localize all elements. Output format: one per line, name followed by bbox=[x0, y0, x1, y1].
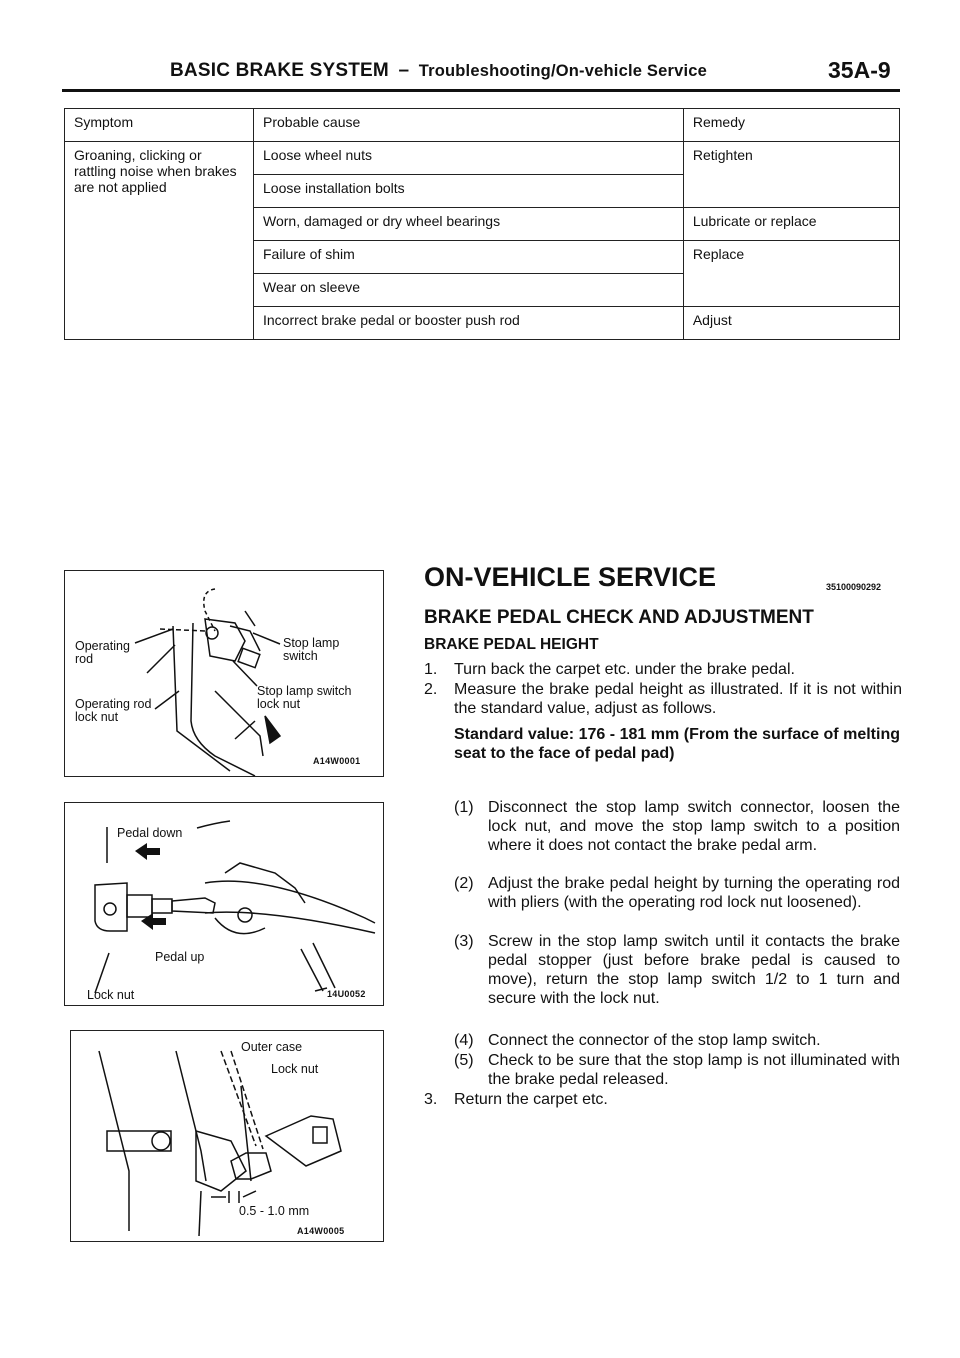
cause-cell: Loose wheel nuts bbox=[254, 142, 684, 175]
header-dash: – bbox=[398, 60, 410, 81]
cause-cell: Incorrect brake pedal or booster push rod bbox=[254, 307, 684, 340]
substep-text: Disconnect the stop lamp switch connector, loosen the lock nut, and move the stop lamp switch to a position where it does not contact the brake pedal arm. bbox=[488, 799, 900, 854]
stop-lamp-switch-illustration bbox=[71, 1031, 383, 1241]
substep-text: Adjust the brake pedal height by turning the operating rod with pliers (with the operating rod lock nut loosened). bbox=[488, 875, 900, 911]
label-operating-rod: Operating rod bbox=[75, 639, 130, 666]
substep-number: (2) bbox=[454, 875, 474, 892]
substep-number: (4) bbox=[454, 1032, 474, 1049]
symptom-text: Groaning, clicking or rattling noise when brakes are not applied bbox=[74, 147, 237, 195]
col-header-remedy: Remedy bbox=[683, 109, 899, 142]
step-text: Return the carpet etc. bbox=[454, 1091, 608, 1108]
substep-number: (5) bbox=[454, 1052, 474, 1069]
figure-code: A14W0005 bbox=[297, 1226, 345, 1236]
figure-brake-pedal bbox=[64, 570, 384, 777]
header-rule bbox=[62, 89, 900, 92]
remedy-cell: Adjust bbox=[683, 307, 899, 340]
brake-pedal-illustration bbox=[65, 571, 383, 776]
step-text: Turn back the carpet etc. under the brake pedal. bbox=[454, 661, 795, 678]
col-header-symptom: Symptom bbox=[65, 109, 254, 142]
label-pedal-down: Pedal down bbox=[117, 826, 183, 840]
step-number: 3. bbox=[424, 1091, 438, 1108]
standard-value: Standard value: 176 - 181 mm (From the surface of melting seat to the face of pedal pad) bbox=[454, 726, 900, 762]
cause-cell: Loose installation bolts bbox=[254, 175, 684, 208]
remedy-cell: Replace bbox=[683, 241, 899, 307]
table-header-row bbox=[65, 109, 900, 142]
substep-number: (3) bbox=[454, 933, 474, 950]
service-code: 35100090292 bbox=[826, 582, 882, 592]
cause-cell: Failure of shim bbox=[254, 241, 684, 274]
figure-operating-rod-adjust bbox=[64, 802, 384, 1006]
figure-stop-lamp-switch-clearance bbox=[70, 1030, 384, 1242]
cause-cell: Worn, damaged or dry wheel bearings bbox=[254, 208, 684, 241]
service-heading: BRAKE PEDAL CHECK AND ADJUSTMENT bbox=[424, 607, 814, 628]
section-title: BASIC BRAKE SYSTEM bbox=[170, 60, 389, 81]
figure-code: 14U0052 bbox=[327, 989, 366, 999]
section-subtitle: Troubleshooting/On-vehicle Service bbox=[418, 62, 708, 80]
label-lock-nut: Lock nut bbox=[87, 988, 135, 1002]
substep-text: Check to be sure that the stop lamp is not illuminated with the brake pedal released. bbox=[488, 1052, 900, 1088]
troubleshooting-table bbox=[64, 108, 900, 340]
step-text: Measure the brake pedal height as illustrated. If it is not within the standard value, adjust as follows. bbox=[454, 681, 902, 717]
step-number: 2. bbox=[424, 681, 438, 698]
service-title: ON-VEHICLE SERVICE bbox=[424, 562, 717, 592]
label-pedal-up: Pedal up bbox=[155, 950, 205, 964]
symptom-cell bbox=[65, 142, 254, 340]
remedy-cell: Retighten bbox=[683, 142, 899, 208]
label-outer-case: Outer case bbox=[241, 1040, 303, 1054]
label-operating-rod-lock-nut: Operating rod lock nut bbox=[75, 697, 152, 724]
remedy-cell: Lubricate or replace bbox=[683, 208, 899, 241]
label-stop-lamp-switch-lock-nut: Stop lamp switch lock nut bbox=[257, 684, 352, 711]
col-header-cause: Probable cause bbox=[254, 109, 684, 142]
step-number: 1. bbox=[424, 661, 438, 678]
substep-number: (1) bbox=[454, 799, 474, 816]
substep-text: Screw in the stop lamp switch until it contacts the brake pedal stopper (just before brake pedal is caused to move), return the stop lamp switch 1/2 to 1 turn and secure with the lock nut. bbox=[488, 933, 900, 1007]
table-row bbox=[65, 142, 900, 175]
label-clearance: 0.5 - 1.0 mm bbox=[239, 1204, 310, 1218]
operating-rod-illustration bbox=[65, 803, 383, 1005]
cause-cell: Wear on sleeve bbox=[254, 274, 684, 307]
page-header-title bbox=[170, 60, 707, 82]
substep-text: Connect the connector of the stop lamp switch. bbox=[488, 1032, 821, 1049]
label-stop-lamp-switch: Stop lamp switch bbox=[283, 636, 340, 663]
service-subheading: BRAKE PEDAL HEIGHT bbox=[424, 636, 599, 653]
figure-code: A14W0001 bbox=[313, 756, 361, 766]
label-lock-nut: Lock nut bbox=[271, 1062, 319, 1076]
page-number: 35A-9 bbox=[828, 57, 891, 83]
